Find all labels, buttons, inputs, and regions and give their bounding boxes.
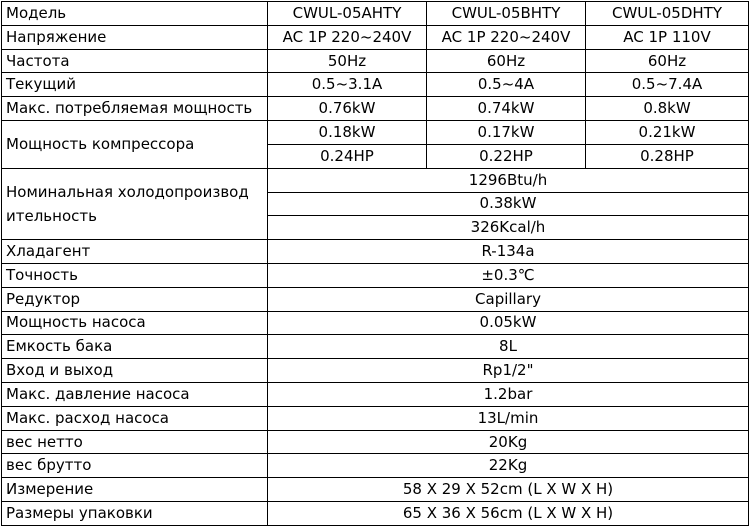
cooling-capacity-kw: 0.38kW [268,192,749,216]
model-a: CWUL-05AHTY [268,2,427,26]
table-row [2,121,749,145]
frequency-b: 60Hz [427,49,586,73]
frequency-label: Частота [2,49,268,73]
frequency-d: 60Hz [586,49,749,73]
refrigerant-label: Хладагент [2,240,268,264]
table-row [2,287,749,311]
max-pump-flow-label: Макс. расход насоса [2,406,268,430]
model-label: Модель [2,2,268,26]
accuracy-label: Точность [2,263,268,287]
tank-capacity-value: 8L [268,335,749,359]
voltage-b: AC 1P 220~240V [427,25,586,49]
frequency-a: 50Hz [268,49,427,73]
max-pump-flow-value: 13L/min [268,406,749,430]
table-row [2,335,749,359]
table-row [2,359,749,383]
compressor-kw-d: 0.21kW [586,121,749,145]
accuracy-value: ±0.3℃ [268,263,749,287]
max-power-label: Макс. потребляемая мощность [2,97,268,121]
table-row [2,73,749,97]
dimensions-value: 58 X 29 X 52cm (L X W X H) [268,478,749,502]
table-row [2,502,749,526]
compressor-hp-d: 0.28HP [586,144,749,168]
specifications-table [1,1,749,526]
table-row [2,311,749,335]
cooling-capacity-btu: 1296Btu/h [268,168,749,192]
inlet-outlet-value: Rp1/2" [268,359,749,383]
current-label: Текущий [2,73,268,97]
table-row [2,406,749,430]
package-dimensions-value: 65 X 36 X 56cm (L X W X H) [268,502,749,526]
model-b: CWUL-05BHTY [427,2,586,26]
current-a: 0.5~3.1A [268,73,427,97]
gross-weight-label: вес брутто [2,454,268,478]
table-row [2,2,749,26]
refrigerant-value: R-134a [268,240,749,264]
cooling-capacity-label: Номинальная холодопроизвод ительность [2,168,268,239]
table-row [2,97,749,121]
current-d: 0.5~7.4A [586,73,749,97]
table-row [2,478,749,502]
table-row [2,49,749,73]
compressor-kw-a: 0.18kW [268,121,427,145]
package-dimensions-label: Размеры упаковки [2,502,268,526]
table-row [2,430,749,454]
reducer-label: Редуктор [2,287,268,311]
table-row [2,240,749,264]
pump-power-label: Мощность насоса [2,311,268,335]
max-pump-pressure-label: Макс. давление насоса [2,383,268,407]
dimensions-label: Измерение [2,478,268,502]
inlet-outlet-label: Вход и выход [2,359,268,383]
net-weight-value: 20Kg [268,430,749,454]
compressor-hp-a: 0.24HP [268,144,427,168]
gross-weight-value: 22Kg [268,454,749,478]
reducer-value: Capillary [268,287,749,311]
max-power-d: 0.8kW [586,97,749,121]
table-row [2,25,749,49]
cooling-capacity-kcal: 326Kcal/h [268,216,749,240]
net-weight-label: вес нетто [2,430,268,454]
max-power-b: 0.74kW [427,97,586,121]
table-row [2,168,749,192]
max-pump-pressure-value: 1.2bar [268,383,749,407]
compressor-kw-b: 0.17kW [427,121,586,145]
compressor-power-label: Мощность компрессора [2,121,268,169]
current-b: 0.5~4A [427,73,586,97]
table-row [2,383,749,407]
table-row [2,454,749,478]
compressor-hp-b: 0.22HP [427,144,586,168]
tank-capacity-label: Емкость бака [2,335,268,359]
pump-power-value: 0.05kW [268,311,749,335]
voltage-a: AC 1P 220~240V [268,25,427,49]
max-power-a: 0.76kW [268,97,427,121]
voltage-label: Напряжение [2,25,268,49]
table-row [2,263,749,287]
voltage-d: AC 1P 110V [586,25,749,49]
model-d: CWUL-05DHTY [586,2,749,26]
